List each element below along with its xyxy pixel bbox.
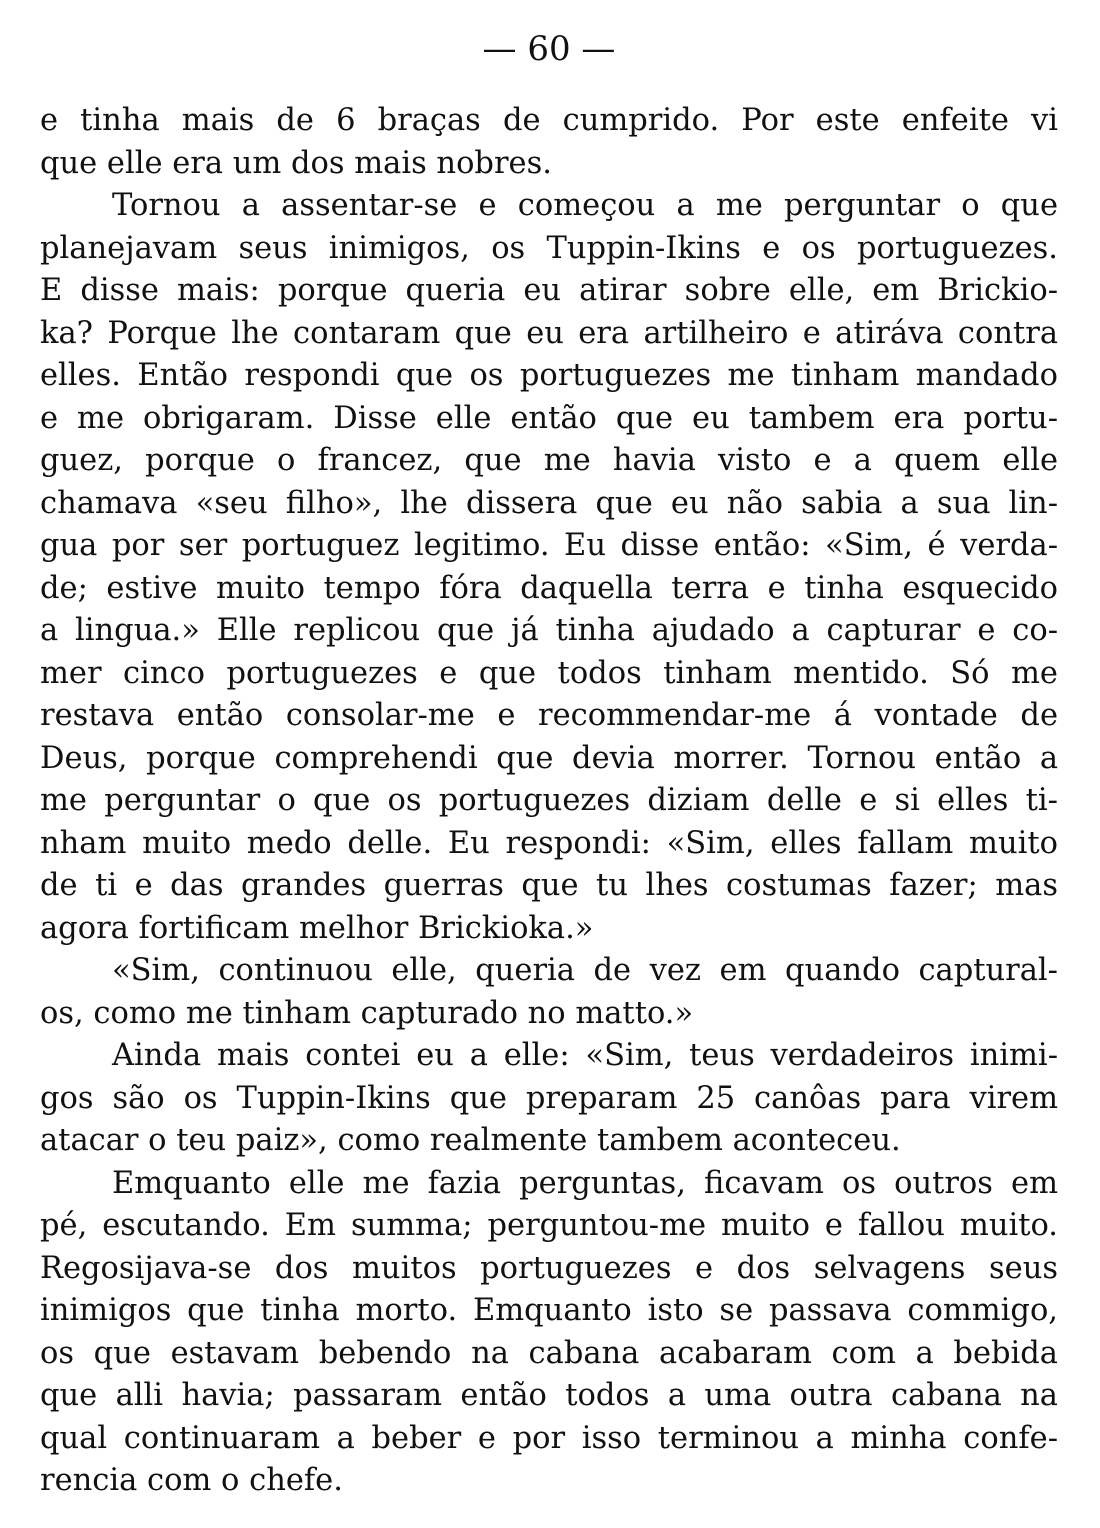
page-number: — 60 — xyxy=(482,29,616,69)
text-line: ka? Porque lhe contaram que eu era artilheiro e atiráva contra xyxy=(40,315,1058,351)
text-line: Regosijava-se dos muitos portuguezes e dos selvagens seus xyxy=(40,1250,1058,1286)
text-line: e tinha mais de 6 braças de cumprido. Por este enfeite vi xyxy=(40,103,1058,138)
text-line: gua por ser portuguez legitimo. Eu disse então: «Sim, é verda- xyxy=(40,528,1058,563)
book-page xyxy=(40,18,1058,1503)
text-line: restava então consolar-me e recommendar-me á vontade de xyxy=(40,698,1058,733)
text-line: «Sim, continuou elle, queria de vez em quando captural- xyxy=(112,953,1058,988)
paragraph xyxy=(40,950,1058,1035)
text-line: de; estive muito tempo fóra daquella terra e tinha esquecido xyxy=(40,570,1058,606)
text-line: que alli havia; passaram então todos a uma outra cabana na xyxy=(40,1378,1058,1413)
text-line: pé, escutando. Em summa; perguntou-me muito e fallou muito. xyxy=(40,1208,1058,1243)
text-line: Ainda mais contei eu a elle: «Sim, teus verdadeiros inimi- xyxy=(112,1038,1058,1073)
text-line: de ti e das grandes guerras que tu lhes costumas fazer; mas xyxy=(40,868,1058,903)
text-line: rencia com o chefe. xyxy=(40,1463,343,1498)
paragraph xyxy=(40,100,1058,185)
text-line: elles. Então respondi que os portuguezes me tinham mandado xyxy=(40,358,1058,393)
text-line: agora fortificam melhor Brickioka.» xyxy=(40,910,594,946)
text-line: qual continuaram a beber e por isso terminou a minha confe- xyxy=(40,1420,1058,1456)
text-line: chamava «seu filho», lhe dissera que eu não sabia a sua lin- xyxy=(40,485,1058,521)
text-line: Tornou a assentar-se e começou a me perguntar o que xyxy=(112,188,1058,223)
text-line: inimigos que tinha morto. Emquanto isto se passava commigo, xyxy=(40,1293,1058,1328)
text-line: mer cinco portuguezes e que todos tinham mentido. Só me xyxy=(40,655,1058,691)
text-line: gos são os Tuppin-Ikins que preparam 25 canôas para virem xyxy=(40,1080,1058,1116)
text-line: nham muito medo delle. Eu respondi: «Sim, elles fallam muito xyxy=(40,825,1058,861)
text-line: e me obrigaram. Disse elle então que eu tambem era portu- xyxy=(40,400,1058,436)
text-line: Emquanto elle me fazia perguntas, ficavam os outros em xyxy=(112,1165,1058,1201)
paragraph xyxy=(40,185,1058,950)
text-line: guez, porque o francez, que me havia visto e a quem elle xyxy=(40,443,1058,478)
paragraph xyxy=(40,1035,1058,1163)
text-line: E disse mais: porque queria eu atirar sobre elle, em Brickio- xyxy=(40,273,1058,308)
text-line: planejavam seus inimigos, os Tuppin-Ikins e os portuguezes. xyxy=(40,230,1058,266)
text-line: atacar o teu paiz», como realmente tambem aconteceu. xyxy=(40,1123,901,1158)
text-line: Deus, porque comprehendi que devia morrer. Tornou então a xyxy=(40,740,1058,776)
text-line: que elle era um dos mais nobres. xyxy=(40,145,552,181)
text-line: me perguntar o que os portuguezes diziam delle e si elles ti- xyxy=(40,783,1058,818)
text-line: a lingua.» Elle replicou que já tinha ajudado a capturar e co- xyxy=(40,613,1058,648)
text-line: os que estavam bebendo na cabana acabaram com a bebida xyxy=(40,1335,1058,1371)
body-text xyxy=(40,100,1058,1503)
text-line: os, como me tinham capturado no matto.» xyxy=(40,995,694,1031)
paragraph xyxy=(40,1163,1058,1503)
